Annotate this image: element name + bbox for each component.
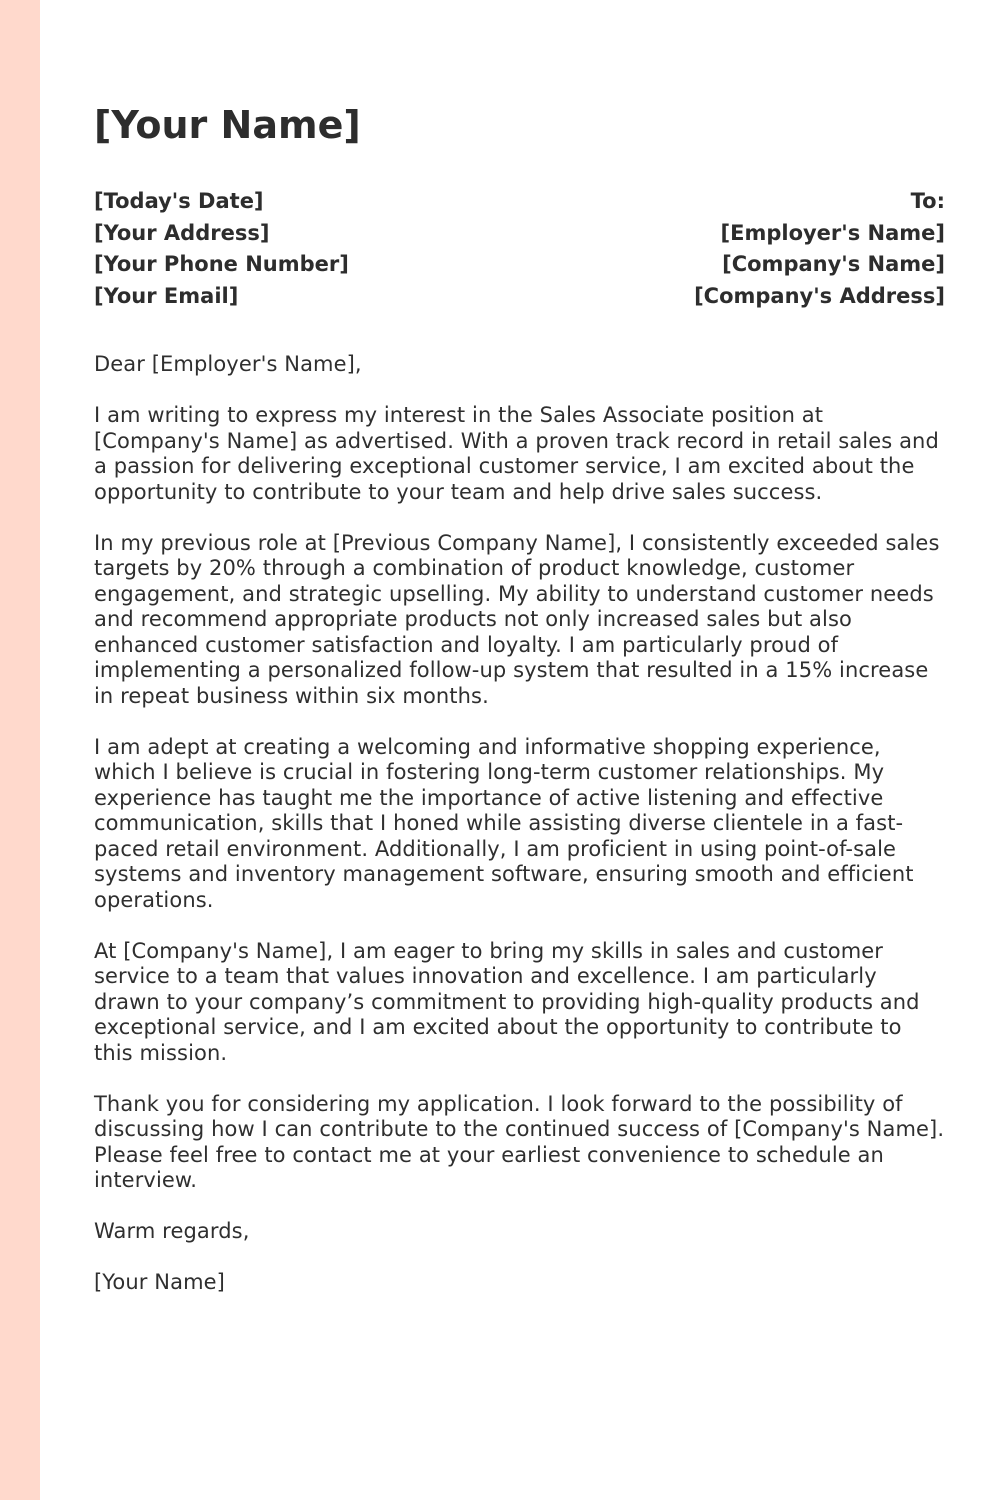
sender-details — [94, 186, 349, 312]
letter-paragraph: I am writing to express my interest in the Sales Associate position at [Company's Name] as advertised. With a proven track record in retail sales and a passion for delivering exceptional customer service, I am excited about the opportunity to contribute to your team and help drive sales success. — [94, 403, 939, 504]
sender-address: [Your Address] — [94, 220, 270, 245]
accent-sidebar-bar — [0, 0, 40, 1500]
recipient-details — [694, 186, 945, 312]
recipient-company-name: [Company's Name] — [722, 252, 945, 276]
letter-paragraph: Thank you for considering my application. I look forward to the possibility of discussing how I can contribute to the continued success of [Company's Name]. Please feel free to contact me at your earliest convenience to schedule an interview. — [94, 1091, 945, 1192]
letter-paragraph: At [Company's Name], I am eager to bring my skills in sales and customer service to a team that values innovation and excellence. I am particularly drawn to your company’s commitment to providing high-quality products and exceptional service, and I am excited about the opportunity to contribute to this mission. — [94, 938, 920, 1065]
applicant-name-heading: [Your Name] — [94, 103, 361, 147]
letter-paragraph: In my previous role at [Previous Company Name], I consistently exceeded sales targets by 20% through a combination of product knowledge, customer engagement, and strategic upselling. My ability to understand customer needs and recommend appropriate products not only increased sales but also enhanced customer satisfaction and loyalty. I am particularly proud of implementing a personalized follow-up system that resulted in a 15% increase in repeat business within six months. — [94, 530, 940, 708]
letter-body — [94, 352, 945, 1296]
sender-date: [Today's Date] — [94, 189, 264, 213]
letter-paragraph: I am adept at creating a welcoming and informative shopping experience, which I believe is crucial in fostering long-term customer relationships. My experience has taught me the importance of active listening and effective communication, skills that I honed while assisting diverse clientele in a fast-paced retail environment. Additionally, I am proficient in using point-of-sale systems and inventory management software, ensuring smooth and efficient operations. — [94, 734, 914, 912]
letter-closing: Warm regards, — [94, 1219, 250, 1243]
recipient-employer-name: [Employer's Name] — [720, 220, 945, 245]
recipient-to-label: To: — [910, 189, 945, 213]
letter-signature: [Your Name] — [94, 1270, 225, 1294]
letter-salutation: Dear [Employer's Name], — [94, 352, 362, 376]
contact-block — [94, 186, 945, 312]
sender-email: [Your Email] — [94, 283, 239, 308]
sender-phone: [Your Phone Number] — [94, 252, 349, 276]
recipient-company-address: [Company's Address] — [694, 283, 945, 308]
